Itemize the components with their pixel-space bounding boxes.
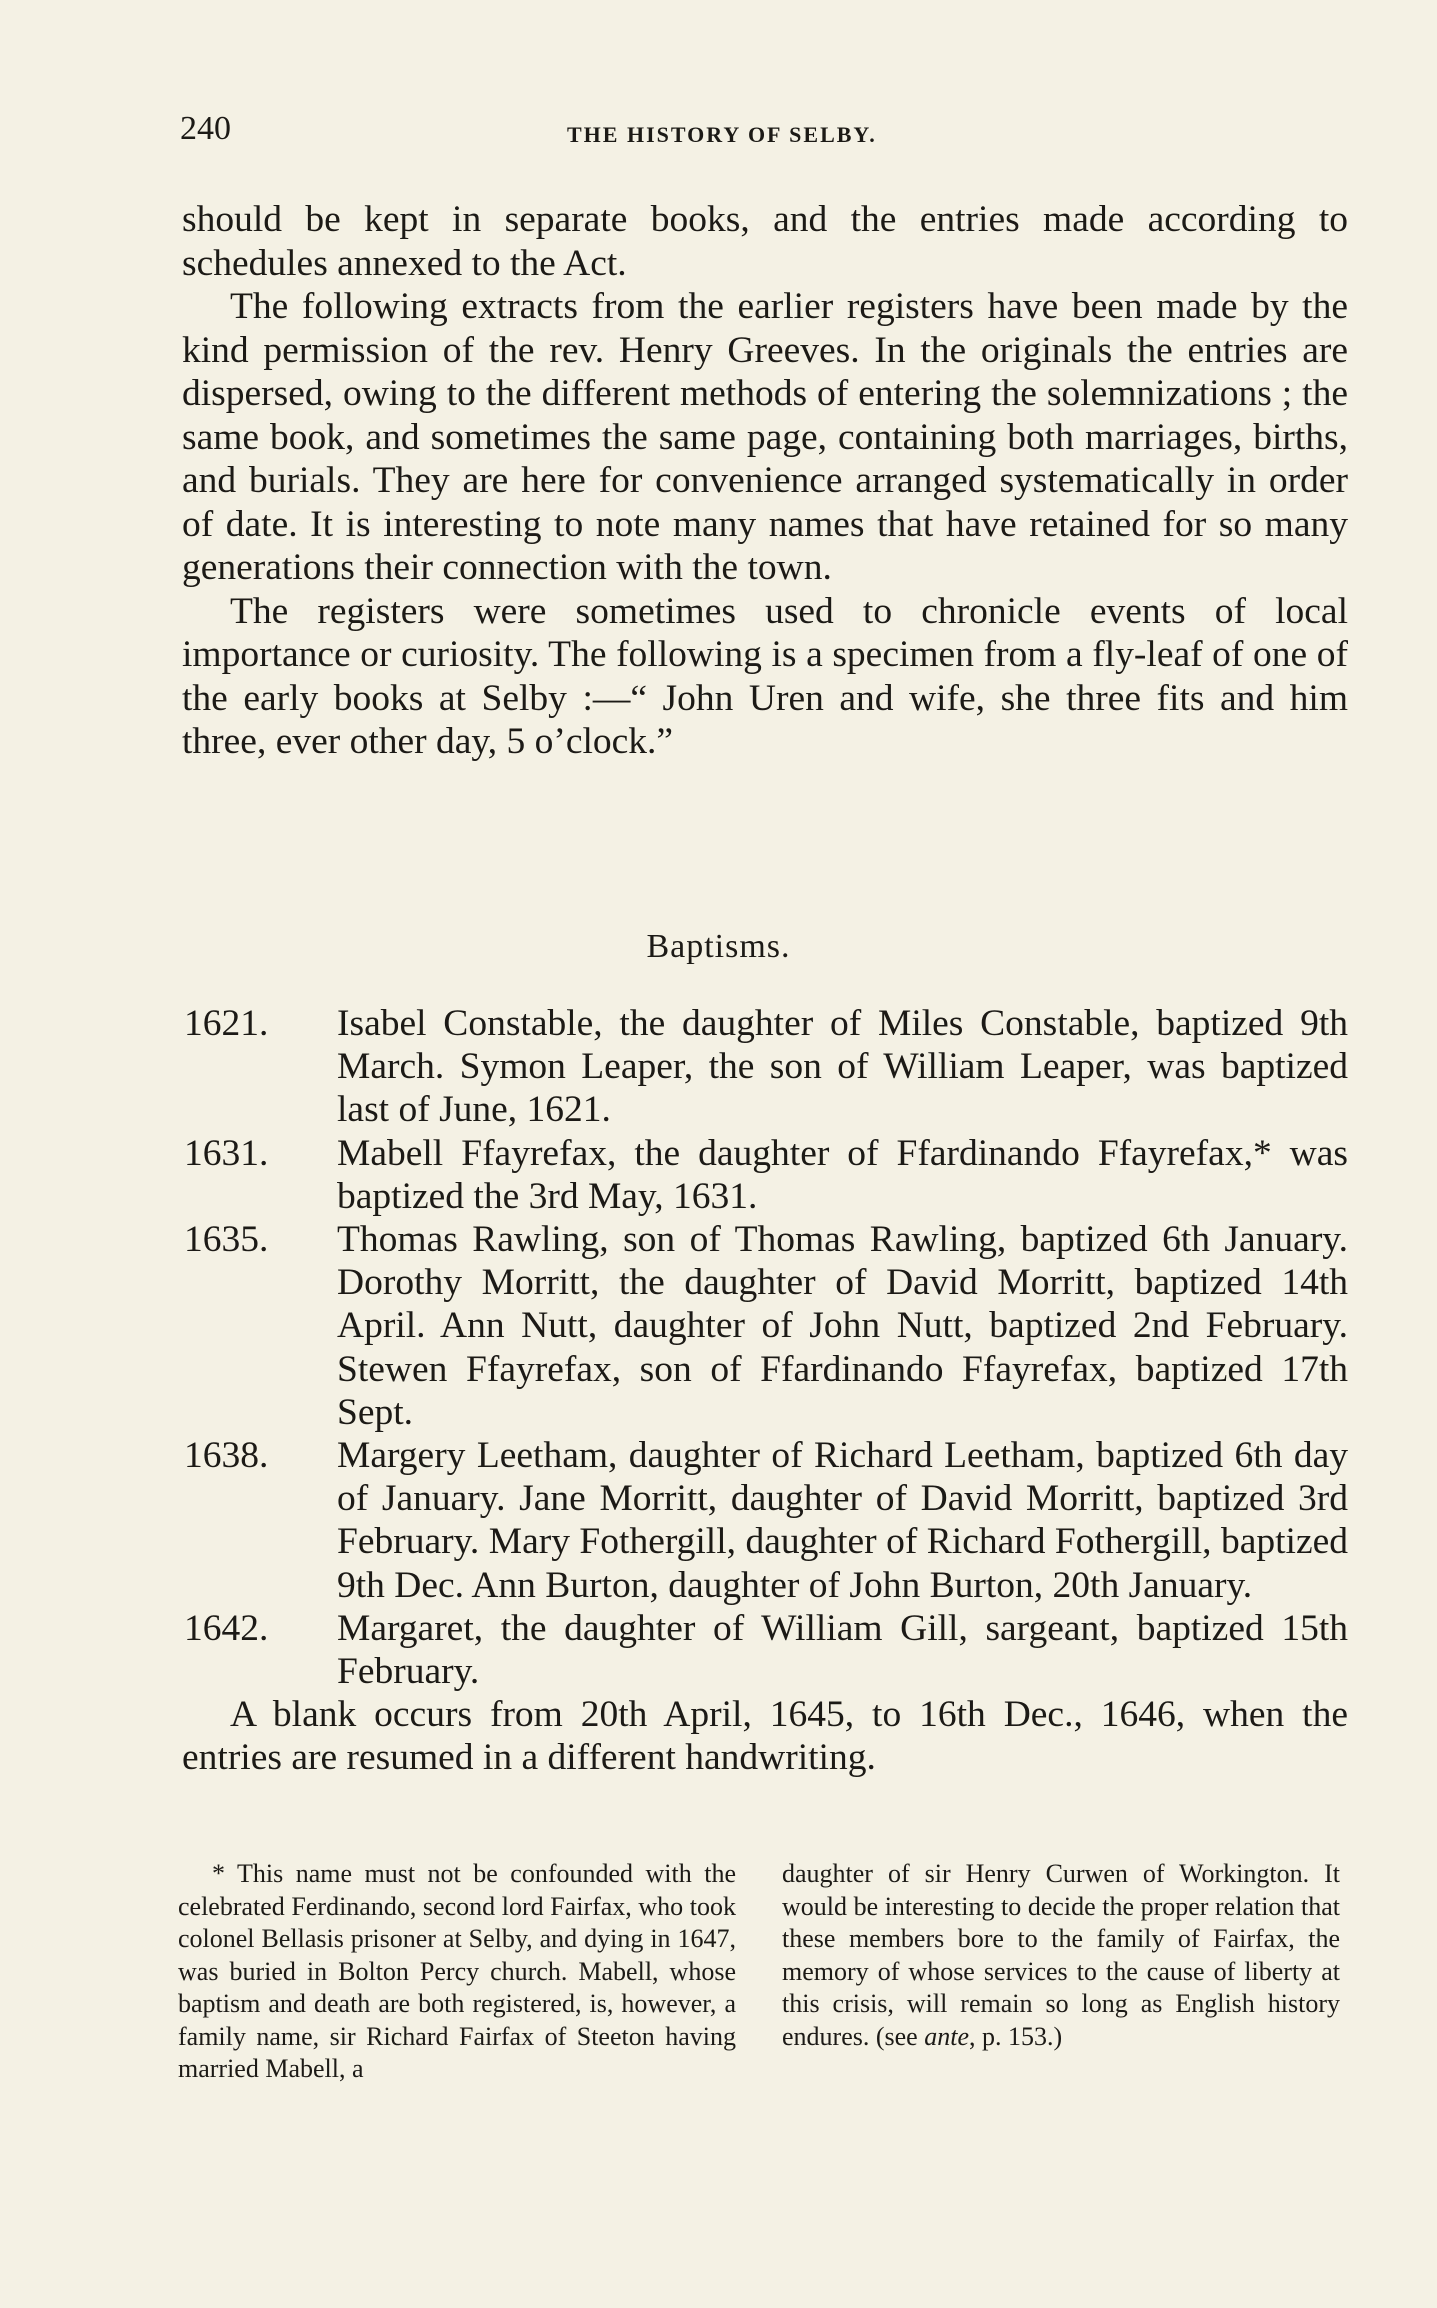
baptism-entry bbox=[182, 1218, 1348, 1434]
footnote-text: * This name must not be confounded with the celebrated Ferdinando, second lord Fairfax, who took colonel Bellasis prisoner at Selby, and dying in 1647, was buried in Bolton Percy church. Mabell, whose baptism and death are both registered, is, however, a family name, sir Richard Fairfax of Steeton having married Mabell, a bbox=[178, 1859, 736, 2083]
baptism-entry bbox=[182, 1132, 1348, 1218]
baptism-entry bbox=[182, 1002, 1348, 1132]
footnote-page-ref: , p. 153.) bbox=[968, 2021, 1063, 2051]
entry-text: Isabel Constable, the daughter of Miles Constable, baptized 9th March. Symon Leaper, the son of William Leaper, was baptized last of June, 1621. bbox=[337, 1003, 1348, 1131]
page-header bbox=[180, 110, 1350, 160]
entry-text: Mabell Ffayrefax, the daughter of Ffardinando Ffayrefax,* was baptized the 3rd May, 1631. bbox=[337, 1132, 1348, 1217]
paragraph: should be kept in separate books, and the entries made according to schedules annexed to the Act. bbox=[182, 199, 1348, 284]
entry-year: 1642. bbox=[184, 1607, 269, 1649]
footnote-column-right bbox=[782, 1858, 1340, 2086]
paragraph: The registers were sometimes used to chronicle events of local importance or curiosity. The following is a specimen from a fly-leaf of one of the early books at Selby :—“ John Uren and wife, she three fits and him three, ever other day, 5 o’clock.” bbox=[182, 590, 1348, 762]
footnote-column-left bbox=[178, 1858, 736, 2086]
footnote-italic-ref: ante bbox=[924, 2021, 969, 2051]
entry-year: 1638. bbox=[184, 1435, 269, 1477]
body-text bbox=[182, 198, 1348, 764]
baptism-entry bbox=[182, 1434, 1348, 1607]
section-heading: Baptisms. bbox=[646, 928, 791, 965]
paragraph: The following extracts from the earlier registers have been made by the kind permission of the rev. Henry Greeves. In the originals the entries are dispersed, owing to the different methods of entering the solemnizations ; the same book, and sometimes the same page, containing both marriages, births, and burials. They are here for convenience arranged systematically in order of date. It is interesting to note many names that have retained for so many generations their connection with the town. bbox=[182, 286, 1348, 588]
footnote bbox=[178, 1858, 1340, 2086]
page-number: 240 bbox=[180, 110, 231, 147]
baptism-entry bbox=[182, 1607, 1348, 1693]
footnote-text: daughter of sir Henry Curwen of Workington. It would be interesting to decide the proper relation that these members bore to the family of Fairfax, the memory of whose services to the cause of liberty at this crisis, will remain so long as English history endures. (see bbox=[782, 1859, 1340, 2051]
entry-text: Margaret, the daughter of William Gill, sargeant, baptized 15th February. bbox=[337, 1607, 1348, 1693]
entry-year: 1635. bbox=[184, 1219, 269, 1261]
entry-text: Margery Leetham, daughter of Richard Leetham, baptized 6th day of January. Jane Morritt, daughter of David Morritt, baptized 3rd February. Mary Fothergill, daughter of Richard Fothergill, baptized 9th Dec. Ann Burton, daughter of John Burton, 20th January. bbox=[337, 1435, 1348, 1606]
closing-paragraph: A blank occurs from 20th April, 1645, to 16th Dec., 1646, when the entries are resumed in a different handwriting. bbox=[182, 1694, 1348, 1779]
footnote-text-continued bbox=[782, 1858, 1340, 2053]
entry-year: 1621. bbox=[184, 1003, 269, 1044]
entry-year: 1631. bbox=[184, 1132, 269, 1174]
baptism-entries bbox=[182, 1002, 1348, 1780]
running-head: THE HISTORY OF SELBY. bbox=[567, 122, 877, 147]
entry-text: Thomas Rawling, son of Thomas Rawling, baptized 6th January. Dorothy Morritt, the daughter of David Morritt, baptized 14th April. Ann Nutt, daughter of John Nutt, baptized 2nd February. Stewen Ffayrefax, son of Ffardinando Ffayrefax, baptized 17th Sept. bbox=[337, 1219, 1348, 1433]
